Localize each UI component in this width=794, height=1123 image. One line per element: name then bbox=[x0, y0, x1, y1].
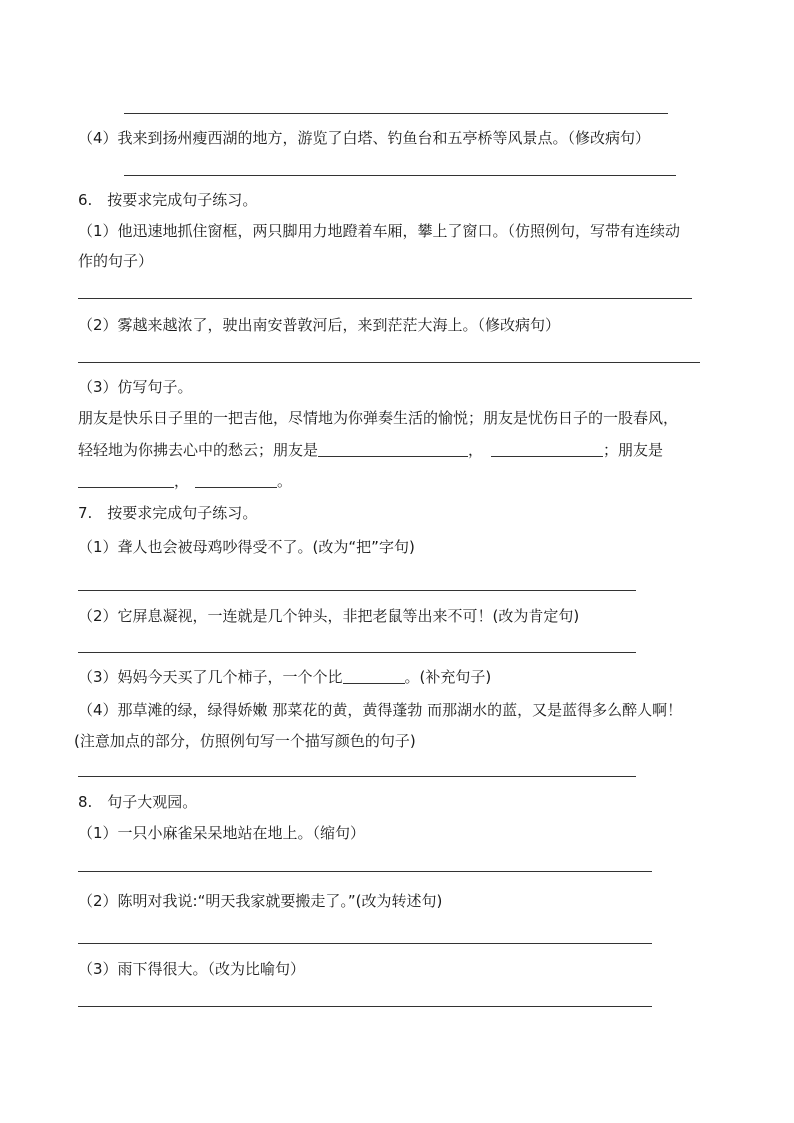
fill-blank[interactable] bbox=[195, 471, 277, 488]
q5-item4: （4）我来到扬州瘦西湖的地方，游览了白塔、钓鱼台和五亭桥等风景点。（修改病句） bbox=[78, 129, 651, 147]
q7-heading: 7. 按要求完成句子练习。 bbox=[78, 504, 258, 522]
answer-line[interactable] bbox=[124, 175, 676, 176]
fill-blank[interactable] bbox=[318, 440, 468, 457]
answer-line[interactable] bbox=[78, 652, 636, 653]
q8-item3: （3）雨下得很大。（改为比喻句） bbox=[78, 960, 306, 978]
q8-item1: （1）一只小麻雀呆呆地站在地上。（缩句） bbox=[78, 824, 366, 842]
q6-item1-line1: （1）他迅速地抓住窗框，两只脚用力地蹬着车厢，攀上了窗口。（仿照例句，写带有连续动 bbox=[78, 222, 681, 240]
fill-blank[interactable] bbox=[491, 440, 603, 457]
q6-item3-text2 bbox=[78, 440, 663, 460]
q8-heading: 8. 句子大观园。 bbox=[78, 793, 198, 811]
answer-line[interactable] bbox=[124, 113, 668, 114]
q7-item3b: 。(补充句子) bbox=[404, 668, 492, 686]
fill-blank[interactable] bbox=[78, 471, 174, 488]
answer-line[interactable] bbox=[78, 943, 652, 944]
q6-item3-text3a: ， bbox=[174, 472, 190, 490]
q7-item2: （2）它屏息凝视，一连就是几个钟头，非把老鼠等出来不可！(改为肯定句) bbox=[78, 607, 580, 625]
q8-item2: （2）陈明对我说:“明天我家就要搬走了。”(改为转述句) bbox=[78, 892, 443, 910]
q6-heading: 6. 按要求完成句子练习。 bbox=[78, 191, 258, 209]
answer-line[interactable] bbox=[78, 776, 636, 777]
answer-line[interactable] bbox=[78, 298, 692, 299]
q6-item3-text3b: 。 bbox=[277, 472, 293, 490]
answer-line[interactable] bbox=[78, 871, 652, 872]
q6-item3-text2c: ；朋友是 bbox=[603, 441, 664, 459]
q6-item2: （2）雾越来越浓了，驶出南安普敦河后，来到茫茫大海上。（修改病句） bbox=[78, 316, 561, 334]
q6-item3-text3 bbox=[78, 471, 292, 491]
q6-item3-text2a: 轻轻地为你拂去心中的愁云；朋友是 bbox=[78, 441, 319, 459]
answer-line[interactable] bbox=[78, 1006, 652, 1007]
answer-line[interactable] bbox=[78, 362, 700, 363]
q6-item1-line2: 作的句子） bbox=[78, 252, 154, 270]
q7-item4-line2: (注意加点的部分，仿照例句写一个描写颜色的句子) bbox=[74, 732, 416, 750]
q7-item3a: （3）妈妈今天买了几个柿子，一个个比 bbox=[78, 668, 343, 686]
q6-item3-text1: 朋友是快乐日子里的一把吉他，尽情地为你弹奏生活的愉悦；朋友是忧伤日子的一股春风， bbox=[78, 409, 679, 427]
answer-line[interactable] bbox=[78, 590, 636, 591]
q6-item3: （3）仿写句子。 bbox=[78, 378, 193, 396]
q7-item3 bbox=[78, 667, 491, 687]
fill-blank[interactable] bbox=[343, 667, 405, 684]
q7-item4-line1: （4）那草滩的绿，绿得娇嫩 那菜花的黄，黄得蓬勃 而那湖水的蓝，又是蓝得多么醉人啊！ bbox=[78, 701, 683, 719]
q7-item1: （1）聋人也会被母鸡吵得受不了。(改为“把”字句) bbox=[78, 538, 415, 556]
q6-item3-text2b: ， bbox=[468, 441, 484, 459]
